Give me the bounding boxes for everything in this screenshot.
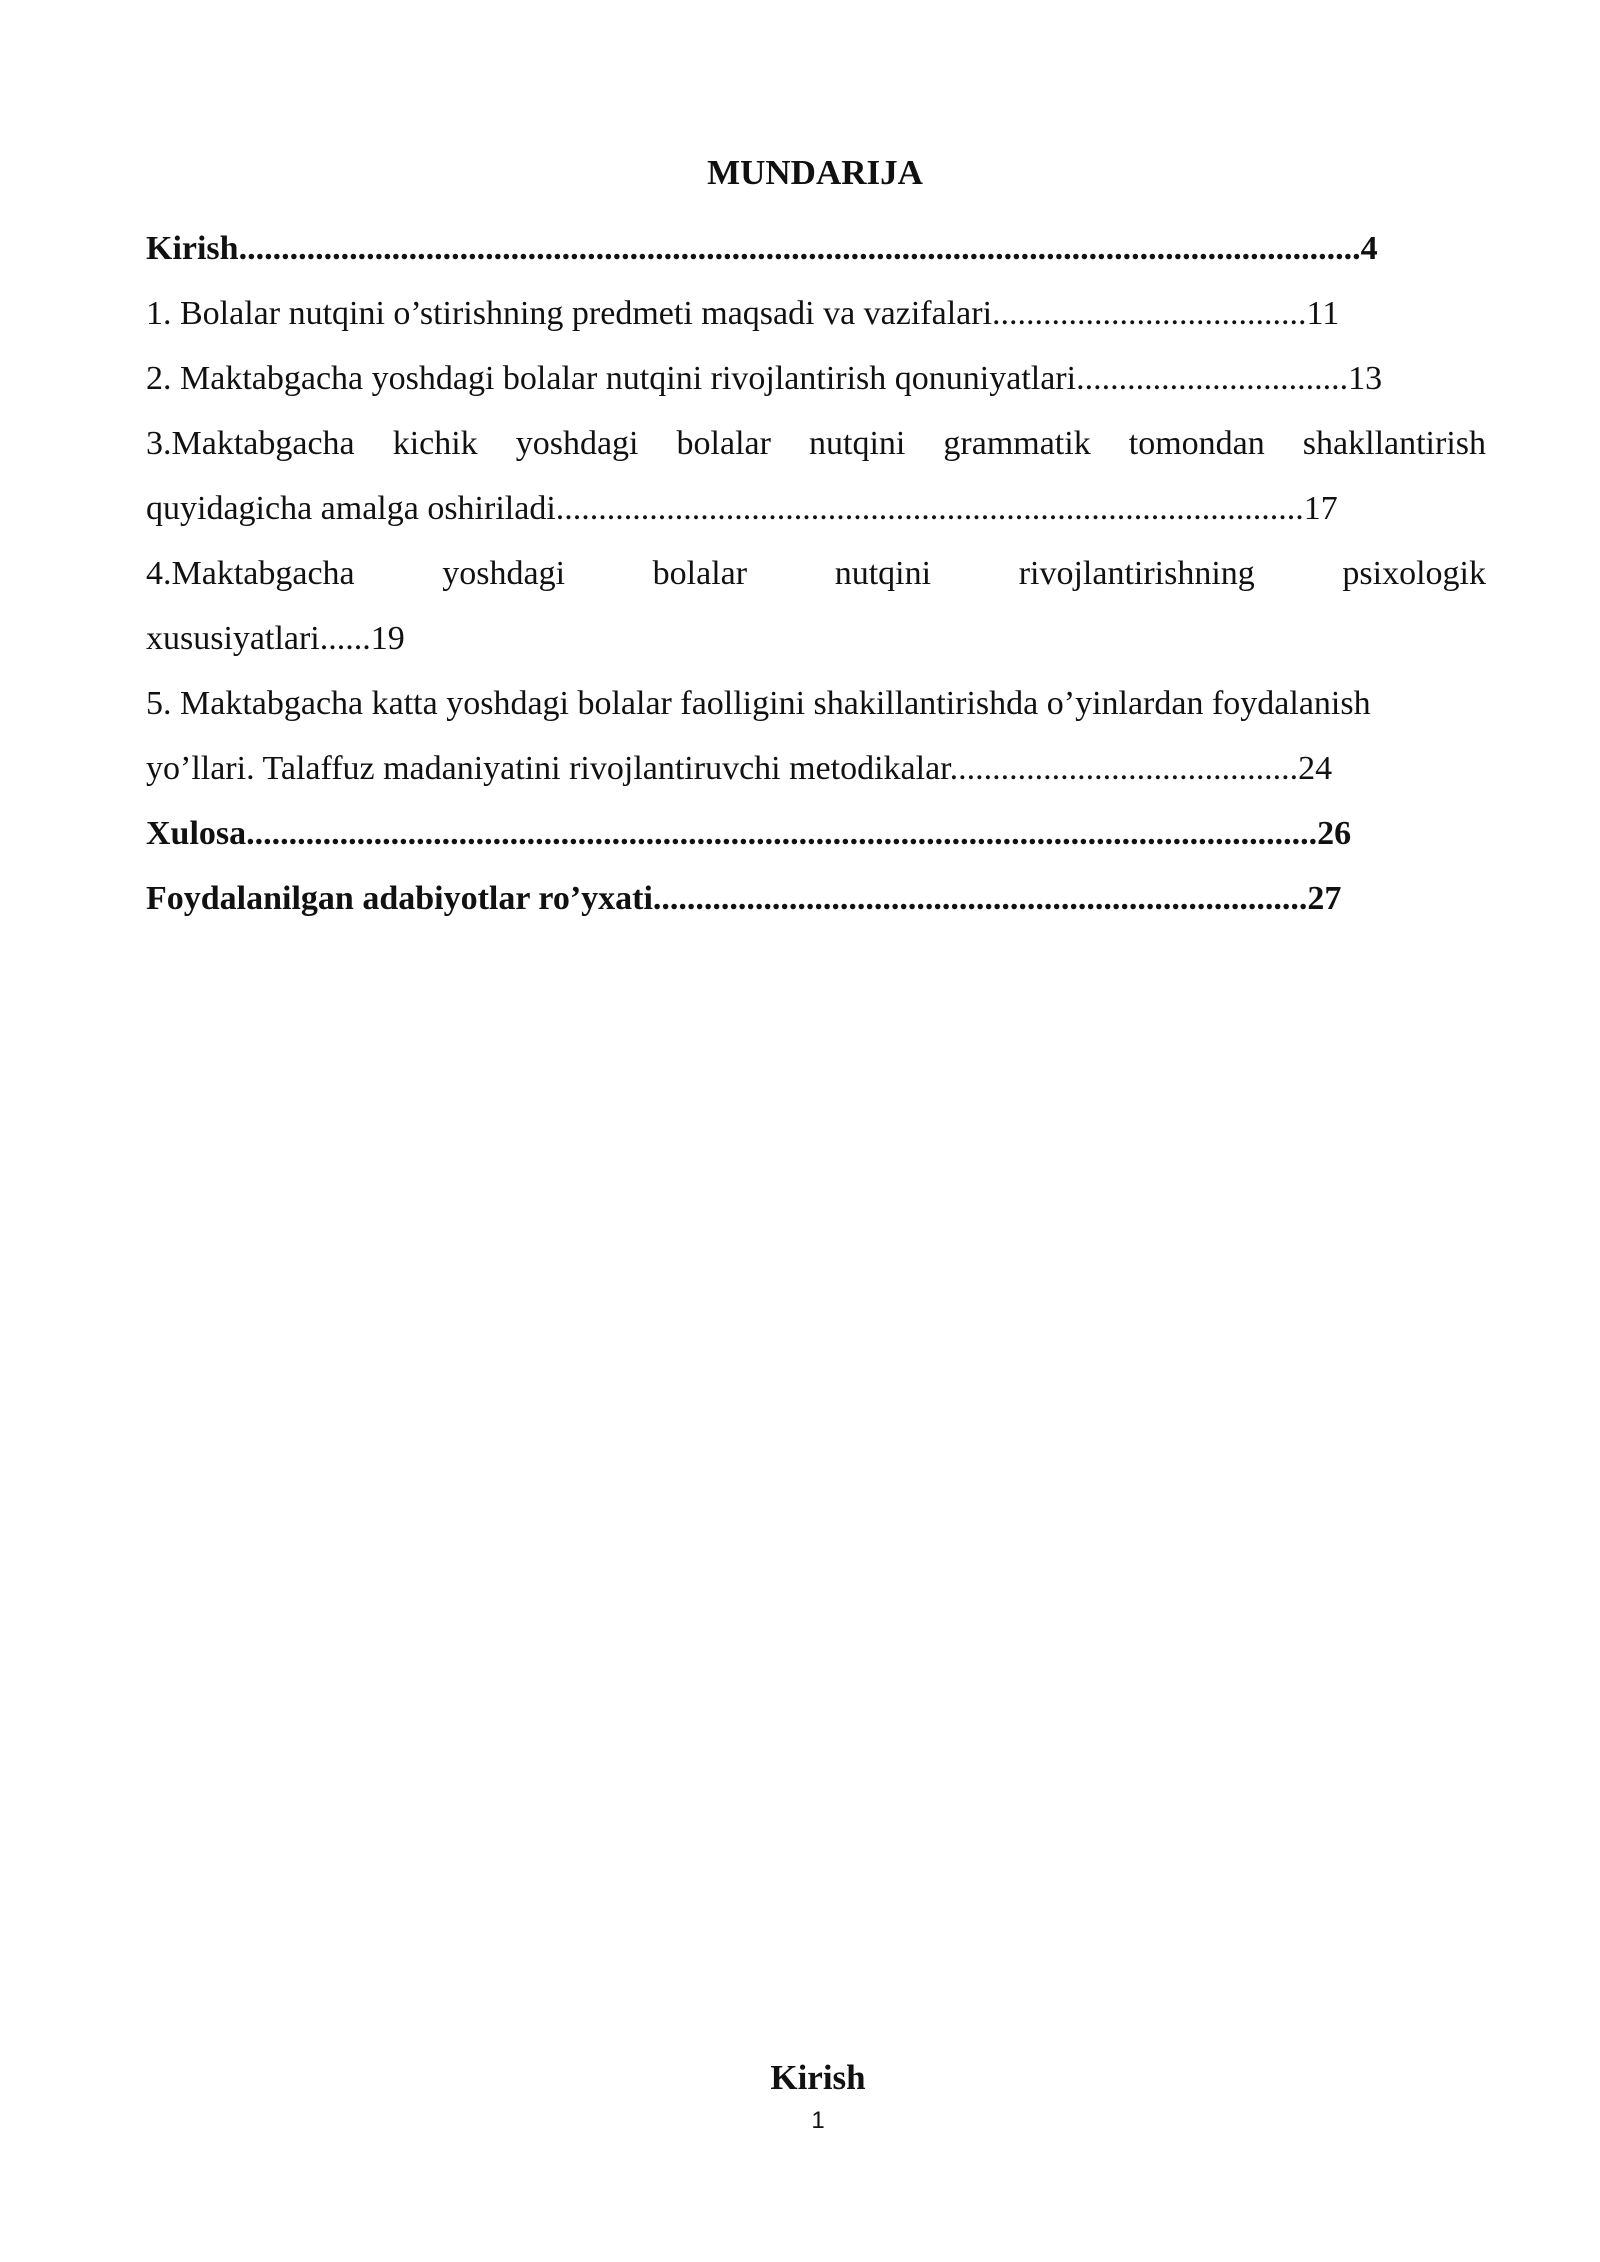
section-heading-kirish: Kirish (770, 2058, 866, 2097)
toc-entry-2: 2. Maktabgacha yoshdagi bolalar nutqini rivojlantirish qonuniyatlari................................13 (146, 360, 1383, 397)
toc-entry-1: 1. Bolalar nutqini o’stirishning predmeti maqsadi va vazifalari.....................................11 (146, 295, 1340, 332)
table-of-contents (146, 216, 1486, 931)
toc-entry-references: Foydalanilgan adabiyotlar ro’yxati.............................................................................27 (146, 880, 1342, 917)
toc-entry-3-line-1: 3.Maktabgacha kichik yoshdagi bolalar nutqini grammatik tomondan shakllantirish (146, 425, 1486, 462)
toc-entry-5-line-1: 5. Maktabgacha katta yoshdagi bolalar faolligini shakillantirishda o’yinlardan foydalanish (146, 685, 1371, 722)
toc-entry-3-line-2: quyidagicha amalga oshiriladi........................................................................................17 (146, 490, 1338, 527)
toc-entry-4-line-1: 4.Maktabgacha yoshdagi bolalar nutqini rivojlantirishning psixologik (146, 555, 1486, 592)
page-number: 1 (811, 2107, 825, 2134)
toc-title: MUNDARIJA (707, 153, 923, 192)
toc-entry-4-line-2: xususiyatlari......19 (146, 620, 405, 657)
toc-entry-kirish: Kirish....................................................................................................................................4 (146, 230, 1378, 267)
toc-entry-xulosa: Xulosa..............................................................................................................................26 (146, 815, 1352, 852)
toc-entry-5-line-2: yo’llari. Talaffuz madaniyatini rivojlantiruvchi metodikalar.........................................24 (146, 750, 1333, 787)
